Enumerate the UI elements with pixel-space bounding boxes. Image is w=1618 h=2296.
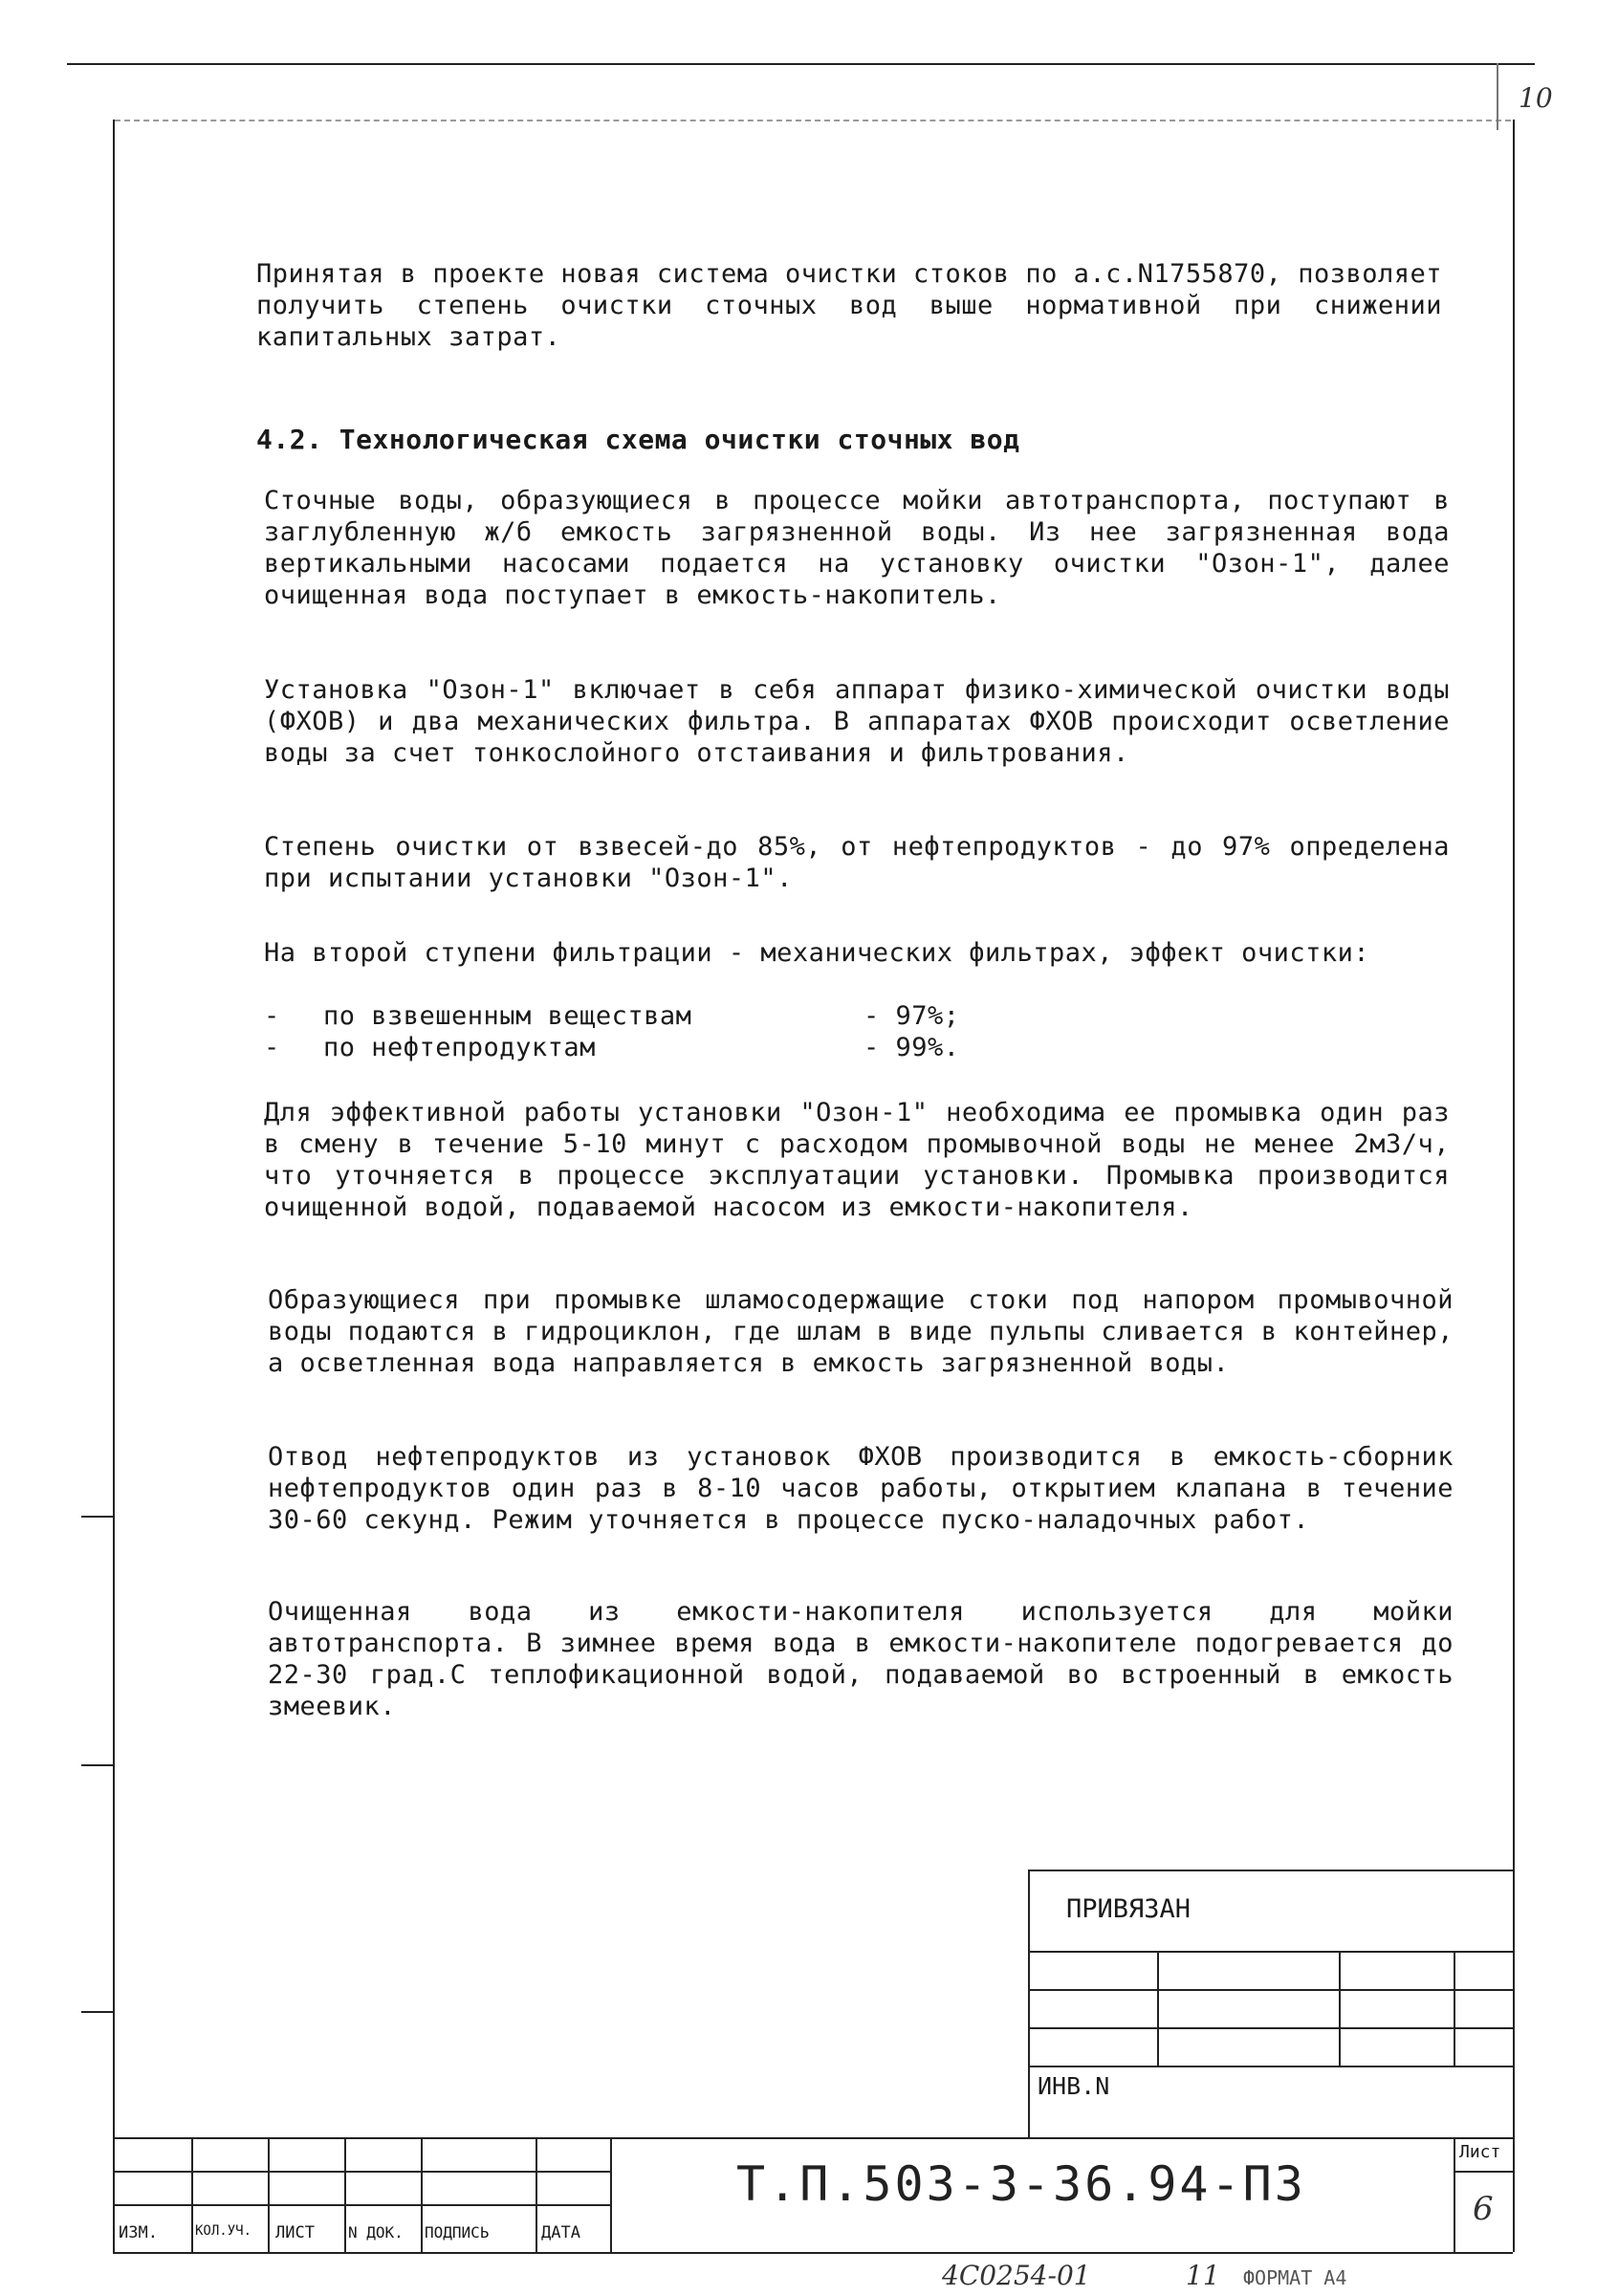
intro-paragraph: Принятая в проекте новая система очистки стоков по а.с.N1755870, позволяет получить степень очистки сточных вод выше нормативной при снижении капитальных затрат. [256,259,1442,352]
bullet-value: - 99%. [864,1033,960,1062]
left-frame-line [113,120,115,2252]
bullet-dash: - [264,1001,280,1031]
title-label-list: ЛИСТ [275,2223,315,2242]
copy-number: 11 [1186,2260,1220,2291]
left-margin-tick [81,1764,113,1766]
paragraph-8: Очищенная вода из емкости-накопителя используется для мойки автотранспорта. В зимнее время вода в емкости-накопителе подогревается до 22-30 град.С теплофикационной водой, подаваемой во встроенный в емкость змеевик. [268,1597,1454,1721]
paragraph-3: Степень очистки от взвесей-до 85%, от нефтепродуктов - до 97% определена при испытании установки "Озон-1". [264,832,1450,893]
title-label-izm: ИЗМ. [119,2223,158,2242]
list-item [264,1032,1125,1063]
title-label-ndok: N ДОК. [348,2223,404,2241]
bullet-label: по взвешенным веществам [323,1001,692,1031]
title-block-top-line [113,2137,1513,2139]
privyazan-col-line [1339,1951,1341,2066]
format-label: ФОРМАТ А4 [1243,2266,1347,2289]
bullet-value: - 97%; [864,1001,960,1031]
left-margin-tick [81,2011,113,2013]
bullet-dash: - [264,1033,280,1062]
privyazan-row-line [1028,2066,1513,2067]
privyazan-col-line [1157,1951,1159,2066]
title-label-kol: КОЛ.УЧ. [195,2223,252,2239]
privyazan-row-line [1028,1951,1513,1953]
title-label-podpis: ПОДПИСЬ [425,2223,490,2241]
bullet-label: по нефтепродуктам [323,1033,596,1062]
privyazan-row-line [1028,1989,1513,1991]
paragraph-7: Отвод нефтепродуктов из установок ФХОВ производится в емкость-сборник нефтепродуктов один раз в 8-10 часов работы, открытием клапана в течение 30-60 секунд. Режим уточняется в процессе пуско-наладочных работ. [268,1442,1454,1535]
privyazan-row-line [1028,2027,1513,2029]
sheet-number: 6 [1473,2190,1494,2228]
title-block-bottom-line [113,2252,1513,2254]
title-col-line [610,2137,612,2252]
privyazan-left-line [1028,1870,1030,2137]
document-code: Т.П.503-3-36.94-ПЗ [736,2156,1306,2212]
sheet-row-line [1454,2171,1513,2173]
inv-number-label: ИНВ.N [1038,2072,1110,2100]
title-col-line [536,2137,537,2252]
privyazan-block [1028,1870,1513,2137]
title-label-data: ДАТА [541,2223,580,2242]
title-col-line [191,2137,193,2252]
paragraph-5: Для эффективной работы установки "Озон-1" необходима ее промывка один раз в смену в течение 5-10 минут с расходом промывочной воды не менее 2м3/ч, что уточняется в процессе эксплуатации установки. Промывка производится очищенной водой, подаваемой насосом из емкости-накопителя. [264,1098,1450,1222]
right-frame-line [1513,120,1515,2252]
paragraph-4-intro: На второй ступени фильтрации - механических фильтрах, эффект очистки: [264,938,1370,968]
top-border-line [67,63,1535,65]
paragraph-1: Сточные воды, образующиеся в процессе мойки автотранспорта, поступают в заглубленную ж/б емкость загрязненной воды. Из нее загрязненная вода вертикальными насосами подается на установку очистки "Озон-1", далее очищенная вода поступает в емкость-накопитель. [264,486,1450,610]
privyazan-top-line [1028,1870,1513,1871]
list-item [264,1000,1125,1032]
bullet-list [264,1000,1125,1063]
section-heading: 4.2. Технологическая схема очистки сточных вод [256,424,1020,455]
right-outer-line [1497,63,1498,130]
privyazan-label: ПРИВЯЗАН [1066,1894,1192,1924]
handwritten-inventory-number: 4С0254-01 [942,2260,1091,2291]
corner-page-number: 10 [1519,82,1553,114]
sheet-col-line [1454,2137,1455,2252]
left-margin-tick [81,1516,113,1518]
title-col-line [421,2137,423,2252]
title-col-line [268,2137,270,2252]
paragraph-6: Образующиеся при промывке шламосодержащие стоки под напором промывочной воды подаются в гидроциклон, где шлам в виде пульпы сливается в контейнер, а осветленная вода направляется в емкость загрязненной воды. [268,1285,1454,1378]
privyazan-col-line [1454,1951,1455,2066]
top-dashed-line [115,120,1511,121]
title-col-line [344,2137,346,2252]
sheet-label: Лист [1459,2142,1501,2162]
paragraph-2: Установка "Озон-1" включает в себя аппарат физико-химической очистки воды (ФХОВ) и два механических фильтра. В аппаратах ФХОВ происходит осветление воды за счет тонкослойного отстаивания и фильтрования. [264,675,1450,768]
